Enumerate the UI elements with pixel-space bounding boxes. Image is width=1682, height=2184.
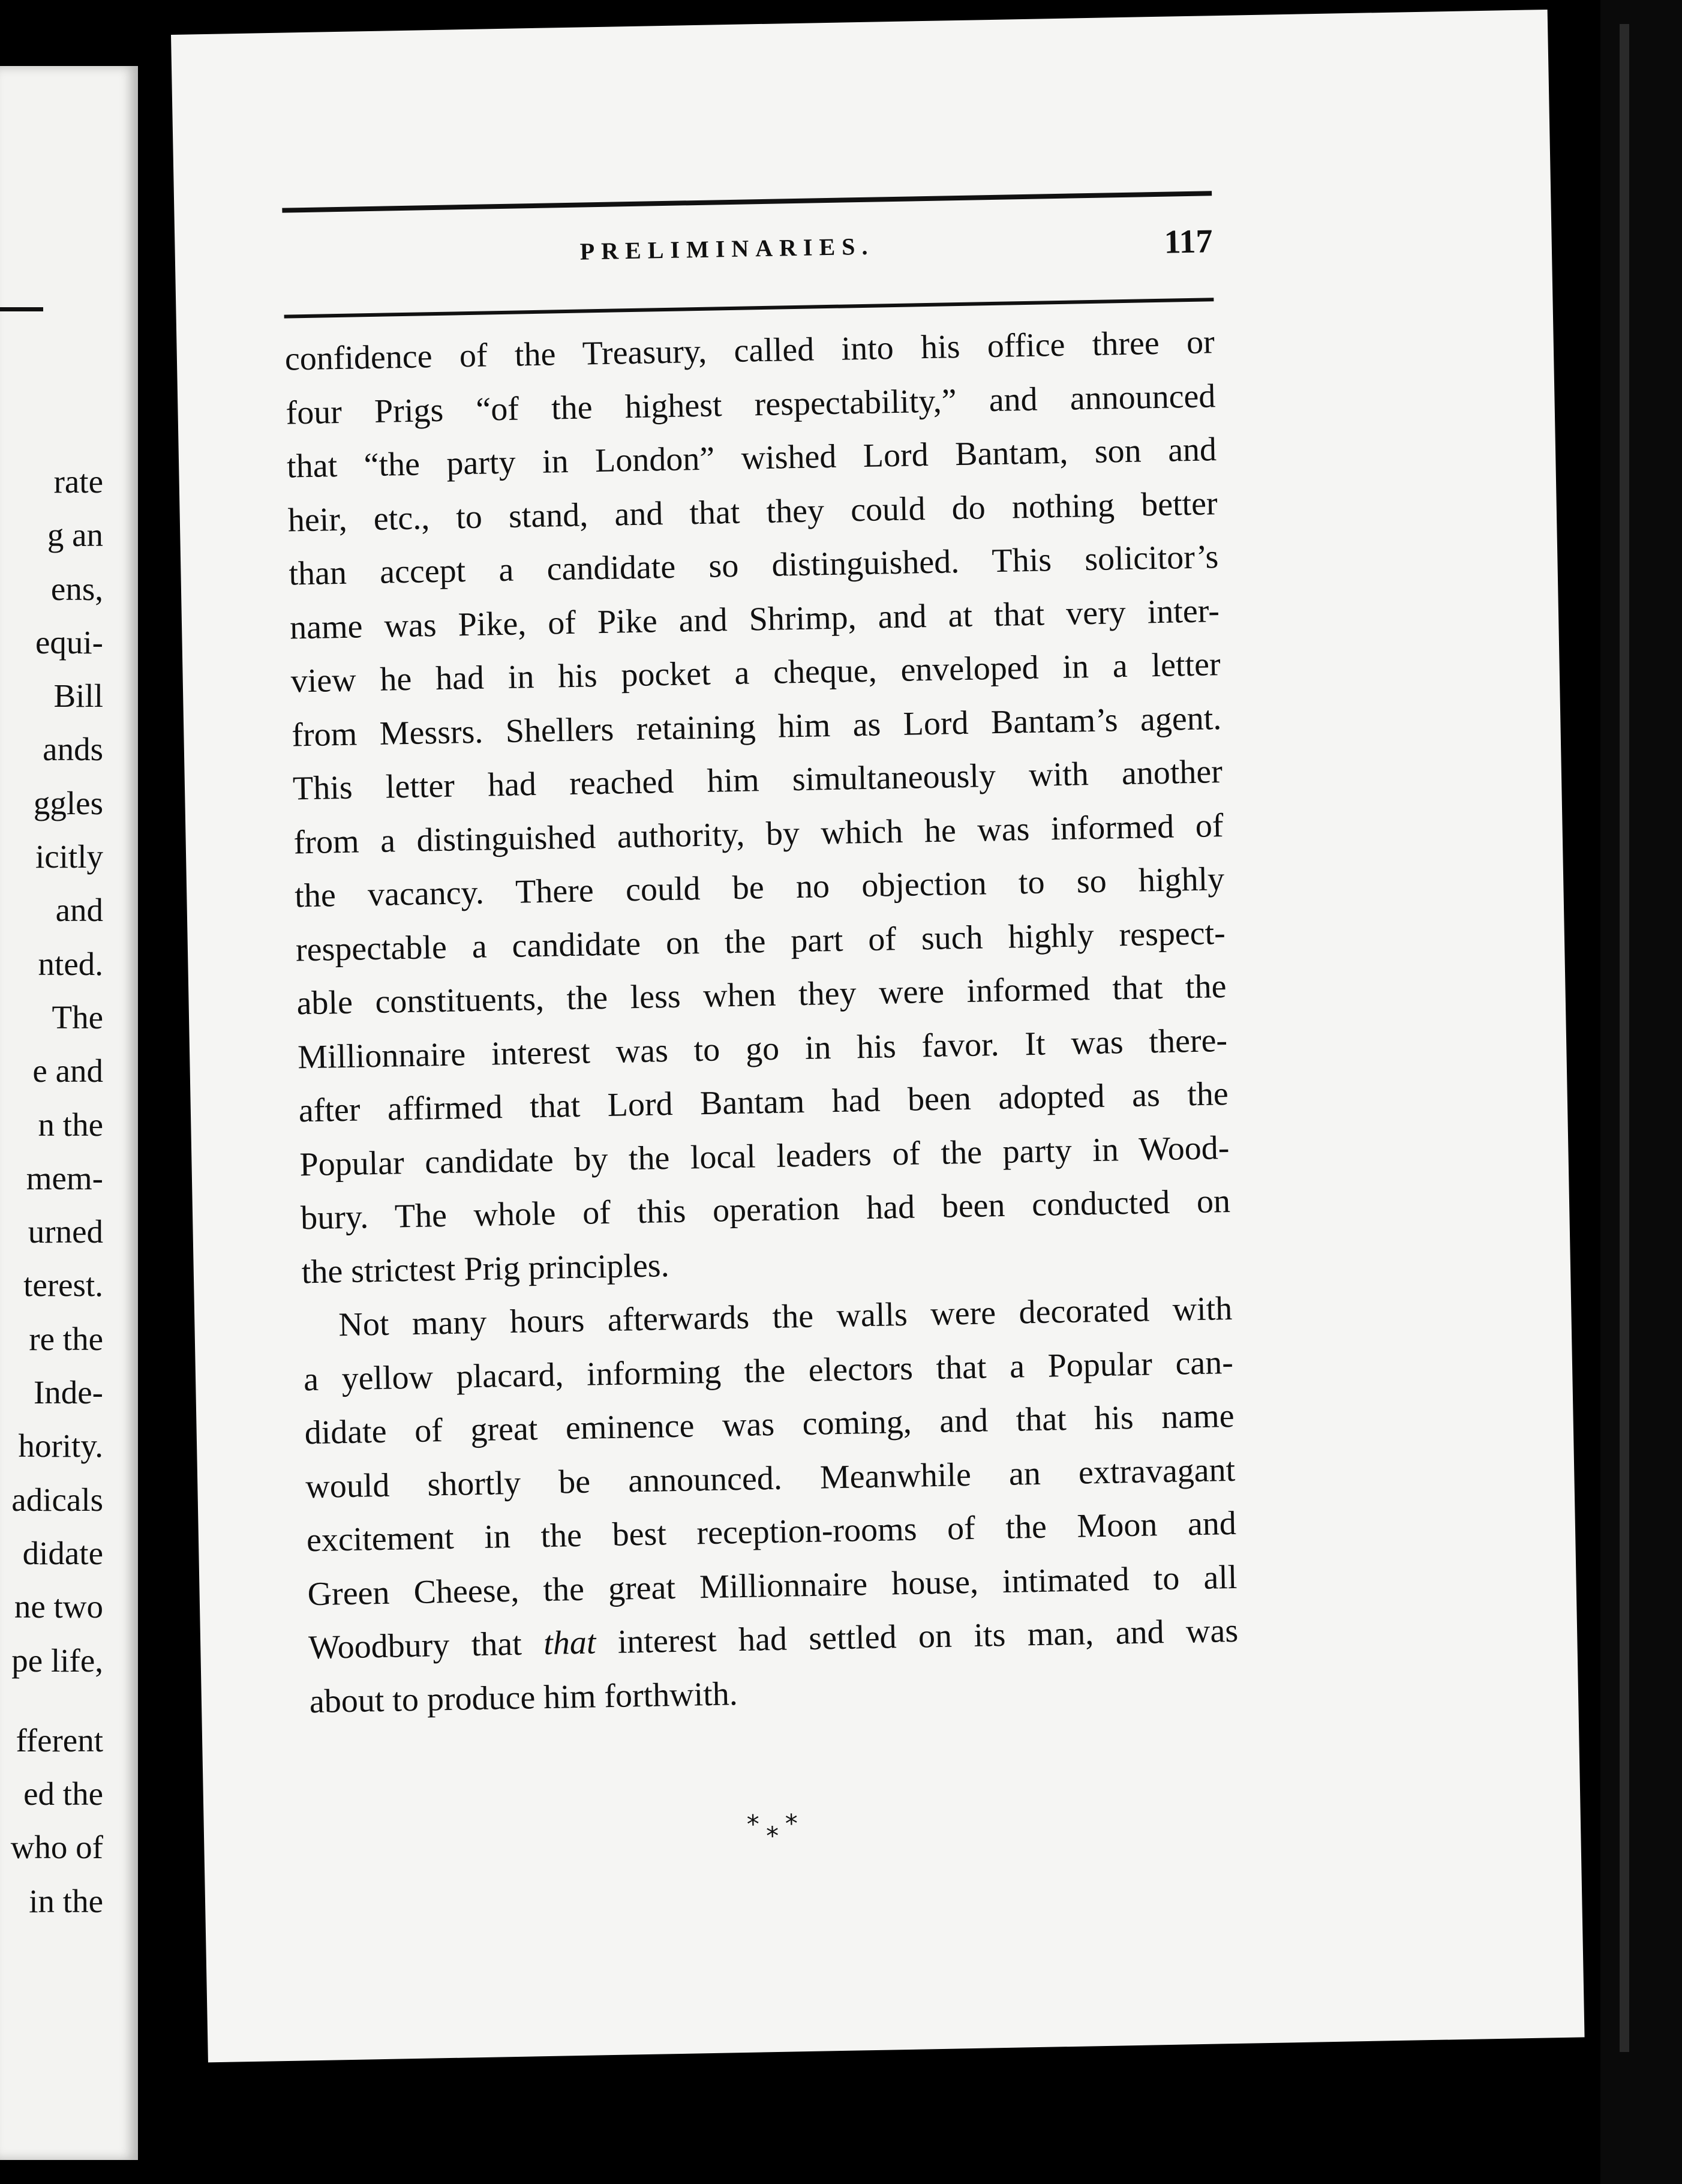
facing-page-line: didate [22,1534,103,1571]
text-line: This letter had reached him simultaneously with another [292,753,1223,808]
text-line: about to produce him forthwith. [309,1675,738,1720]
text-line: able constituents, the less when they were informed that the [296,968,1227,1022]
facing-page-line: icitly [35,838,103,875]
text-line: the vacancy. There could be no objection to so highly [294,860,1225,915]
paragraph [284,316,1232,1299]
text-line: a yellow placard, informing the electors that a Popular can- [303,1343,1234,1398]
italic-emphasis: that [543,1624,596,1663]
text-line: Millionnaire interest was to go in his favor. It was there- [297,1021,1228,1076]
text-line: from Messrs. Shellers retaining him as Lord Bantam’s agent. [291,699,1222,754]
facing-page-line: mem- [26,1159,103,1196]
book-edge [1600,0,1682,2184]
text-line: after affirmed that Lord Bantam had been adopted as the [298,1075,1229,1130]
facing-page-line: ggles [33,784,103,821]
text-run: Woodbury that [308,1625,544,1667]
facing-page-line: and [55,892,103,929]
paragraph [302,1282,1240,1729]
page-number: 117 [1164,223,1214,261]
facing-page-line: g an [47,517,103,554]
facing-page-header-rule [0,307,43,311]
facing-page-line: terest. [23,1267,103,1304]
text-line: didate of great eminence was coming, and that his name [304,1397,1235,1452]
facing-page-line: ands [43,731,103,768]
facing-page-line: ed the [23,1775,103,1813]
asterisk-ornament: * [746,1809,760,1839]
text-line: four Prigs “of the highest respectability,” and announced [286,377,1216,432]
asterisk-ornament: * [785,1808,798,1838]
header-bottom-rule [284,298,1214,318]
text-line: respectable a candidate on the part of such highly respect- [295,914,1226,968]
facing-page-line: n the [38,1106,103,1143]
text-line: that “the party in London” wished Lord Bantam, son and [286,431,1217,485]
facing-page-line: equi- [35,623,103,661]
facing-page-line: in the [29,1882,103,1919]
facing-page-line: rate [53,463,103,500]
text-run: interest had settled on its man, and was [595,1612,1239,1661]
facing-page-line: urned [28,1213,103,1250]
book-edge-strip [1620,24,1629,2052]
header-top-rule [282,191,1212,212]
text-line: Green Cheese, the great Millionnaire house, intimated to all [307,1558,1238,1613]
facing-page-line: pe life, [11,1642,103,1679]
text-line: confidence of the Treasury, called into his office three or [284,323,1215,378]
running-title: PRELIMINARIES. [579,232,875,265]
facing-page-line: re the [29,1320,103,1357]
text-line: heir, etc., to stand, and that they could do nothing better [287,484,1218,539]
text-line: bury. The whole of this operation had been conducted on [300,1182,1231,1237]
facing-page-line: ens, [50,570,103,607]
text-line: name was Pike, of Pike and Shrimp, and at that very inter- [289,592,1220,647]
facing-page-text [0,455,103,1928]
facing-page-line: The [52,998,103,1036]
facing-page-line: who of [10,1829,103,1866]
facing-page-line: fferent [16,1721,103,1759]
facing-page-left [0,66,138,2160]
asterisk-ornament: * [765,1820,779,1851]
text-line: Popular candidate by the local leaders of the party in Wood- [299,1129,1230,1183]
text-line: excitement in the best reception-rooms of the Moon and [306,1504,1237,1559]
facing-page-line: e and [32,1052,103,1090]
running-head [283,223,1214,296]
facing-page-line: Inde- [33,1374,103,1411]
facing-page-line: Bill [53,677,103,715]
text-line: Not many hours afterwards the walls were decorated with [338,1289,1233,1344]
text-line: than accept a candidate so distinguished. This solicitor’s [288,538,1219,593]
facing-page-line: ne two [14,1588,103,1625]
text-line: the strictest Prig principles. [301,1246,670,1291]
book-page [171,10,1585,2062]
facing-page-line: adicals [11,1481,103,1518]
text-line: view he had in his pocket a cheque, enveloped in a letter [290,646,1221,700]
text-line: would shortly be announced. Meanwhile an extravagant [305,1451,1236,1505]
facing-page-line: hority. [18,1427,103,1465]
text-line: from a distinguished authority, by which he was informed of [293,806,1224,861]
facing-page-line: nted. [38,945,103,982]
body-text [284,316,1239,1729]
